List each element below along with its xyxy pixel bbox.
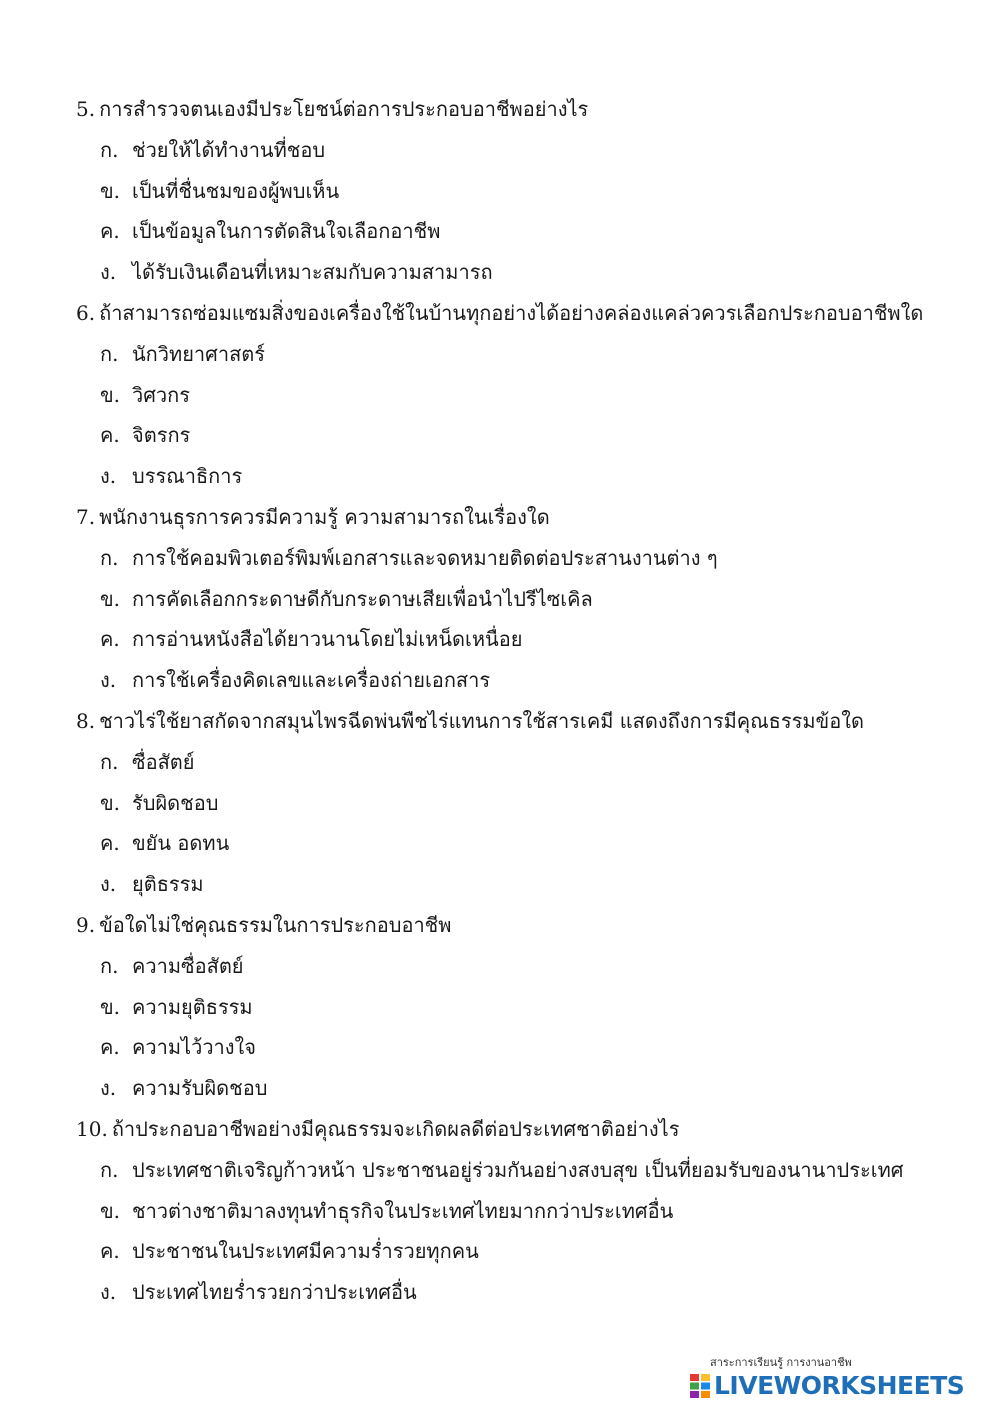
- option-text: การใช้คอมพิวเตอร์พิมพ์เอกสารและจดหมายติดต่อประสานงานต่าง ๆ: [132, 545, 718, 570]
- answer-option[interactable]: [100, 217, 440, 245]
- question-number: 5.: [76, 97, 96, 121]
- option-letter: ข.: [100, 586, 121, 611]
- question-text: ข้อใดไม่ใช่คุณธรรมในการประกอบอาชีพ: [99, 913, 452, 937]
- question-text: ชาวไร่ใช้ยาสกัดจากสมุนไพรฉีดพ่นพืชไร่แทนการใช้สารเคมี แสดงถึงการมีคุณธรรมข้อใด: [99, 709, 864, 733]
- brand-name: LIVEWORKSHEETS: [714, 1371, 965, 1400]
- answer-option[interactable]: [100, 952, 244, 980]
- option-letter: ง.: [100, 668, 117, 693]
- option-text: ยุติธรรม: [132, 872, 204, 897]
- option-letter: ก.: [100, 749, 119, 774]
- option-text: ได้รับเงินเดือนที่เหมาะสมกับความสามารถ: [132, 260, 493, 285]
- answer-option[interactable]: [100, 993, 253, 1021]
- option-letter: ก.: [100, 545, 119, 570]
- option-letter: ก.: [100, 953, 119, 978]
- option-text: ประเทศไทยร่ำรวยกว่าประเทศอื่น: [132, 1280, 417, 1305]
- option-letter: ง.: [100, 1076, 117, 1101]
- answer-option[interactable]: [100, 258, 493, 286]
- question-10: [76, 1115, 679, 1143]
- option-text: ช่วยให้ได้ทำงานที่ชอบ: [132, 137, 326, 162]
- answer-option[interactable]: [100, 136, 325, 164]
- subject-label: สาระการเรียนรู้ การงานอาชีพ: [710, 1356, 852, 1369]
- option-text: ความซื่อสัตย์: [132, 953, 244, 978]
- option-letter: ค.: [100, 831, 120, 856]
- answer-option[interactable]: [100, 666, 490, 694]
- option-letter: ค.: [100, 219, 120, 244]
- option-letter: ข.: [100, 790, 121, 815]
- question-text: ถ้าสามารถซ่อมแซมสิ่งของเครื่องใช้ในบ้านทุกอย่างได้อย่างคล่องแคล่วควรเลือกประกอบอาชีพใด: [99, 301, 924, 325]
- footer: [690, 1356, 990, 1404]
- option-text: ประเทศชาติเจริญก้าวหน้า ประชาชนอยู่ร่วมกันอย่างสงบสุข เป็นที่ยอมรับของนานาประเทศ: [132, 1157, 904, 1182]
- liveworksheets-logo-icon: [690, 1374, 710, 1398]
- answer-option[interactable]: [100, 1237, 479, 1265]
- option-letter: ค.: [100, 1035, 120, 1060]
- option-letter: ข.: [100, 382, 121, 407]
- question-text: การสำรวจตนเองมีประโยชน์ต่อการประกอบอาชีพอย่างไร: [99, 97, 589, 121]
- option-text: ชาวต่างชาติมาลงทุนทำธุรกิจในประเทศไทยมากกว่าประเทศอื่น: [132, 1198, 674, 1223]
- answer-option[interactable]: [100, 544, 718, 572]
- option-text: การอ่านหนังสือได้ยาวนานโดยไม่เหน็ดเหนื่อย: [132, 627, 523, 652]
- option-letter: ค.: [100, 627, 120, 652]
- question-5: [76, 95, 588, 123]
- option-text: ซื่อสัตย์: [132, 749, 195, 774]
- answer-option[interactable]: [100, 1074, 267, 1102]
- option-letter: ง.: [100, 1280, 117, 1305]
- question-9: [76, 911, 451, 939]
- option-text: ประชาชนในประเทศมีความร่ำรวยทุกคน: [132, 1239, 479, 1264]
- option-text: บรรณาธิการ: [132, 464, 243, 489]
- question-number: 6.: [76, 301, 96, 325]
- question-number: 10.: [76, 1117, 108, 1141]
- option-letter: ง.: [100, 872, 117, 897]
- question-7: [76, 503, 550, 531]
- answer-option[interactable]: [100, 340, 265, 368]
- option-text: ความยุติธรรม: [132, 994, 253, 1019]
- answer-option[interactable]: [100, 1156, 903, 1184]
- question-number: 9.: [76, 913, 96, 937]
- option-letter: ค.: [100, 423, 120, 448]
- option-text: ความไว้วางใจ: [132, 1035, 257, 1060]
- answer-option[interactable]: [100, 748, 195, 776]
- question-number: 7.: [76, 505, 96, 529]
- answer-option[interactable]: [100, 870, 204, 898]
- option-letter: ข.: [100, 1198, 121, 1223]
- answer-option[interactable]: [100, 789, 218, 817]
- answer-option[interactable]: [100, 381, 190, 409]
- option-letter: ง.: [100, 464, 117, 489]
- answer-option[interactable]: [100, 1197, 673, 1225]
- answer-option[interactable]: [100, 462, 242, 490]
- option-text: วิศวกร: [132, 382, 191, 407]
- question-6: [76, 299, 923, 327]
- option-text: ขยัน อดทน: [132, 831, 230, 856]
- question-text: ถ้าประกอบอาชีพอย่างมีคุณธรรมจะเกิดผลดีต่อประเทศชาติอย่างไร: [111, 1117, 680, 1141]
- question-8: [76, 707, 864, 735]
- answer-option[interactable]: [100, 625, 522, 653]
- option-letter: ง.: [100, 260, 117, 285]
- option-text: ความรับผิดชอบ: [132, 1076, 268, 1101]
- answer-option[interactable]: [100, 585, 593, 613]
- option-text: เป็นที่ชื่นชมของผู้พบเห็น: [132, 178, 340, 203]
- answer-option[interactable]: [100, 1278, 417, 1306]
- option-text: การใช้เครื่องคิดเลขและเครื่องถ่ายเอกสาร: [132, 668, 491, 693]
- option-text: นักวิทยาศาสตร์: [132, 341, 266, 366]
- answer-option[interactable]: [100, 1033, 256, 1061]
- option-letter: ก.: [100, 1157, 119, 1182]
- option-letter: ก.: [100, 341, 119, 366]
- option-text: จิตรกร: [132, 423, 191, 448]
- option-text: การคัดเลือกกระดาษดีกับกระดาษเสียเพื่อนำไปรีไซเคิล: [132, 586, 593, 611]
- option-letter: ก.: [100, 137, 119, 162]
- option-letter: ข.: [100, 178, 121, 203]
- option-text: เป็นข้อมูลในการตัดสินใจเลือกอาชีพ: [132, 219, 441, 244]
- answer-option[interactable]: [100, 829, 229, 857]
- question-text: พนักงานธุรการควรมีความรู้ ความสามารถในเรื่องใด: [99, 505, 550, 529]
- answer-option[interactable]: [100, 177, 339, 205]
- question-number: 8.: [76, 709, 96, 733]
- answer-option[interactable]: [100, 421, 190, 449]
- option-text: รับผิดชอบ: [132, 790, 219, 815]
- option-letter: ข.: [100, 994, 121, 1019]
- option-letter: ค.: [100, 1239, 120, 1264]
